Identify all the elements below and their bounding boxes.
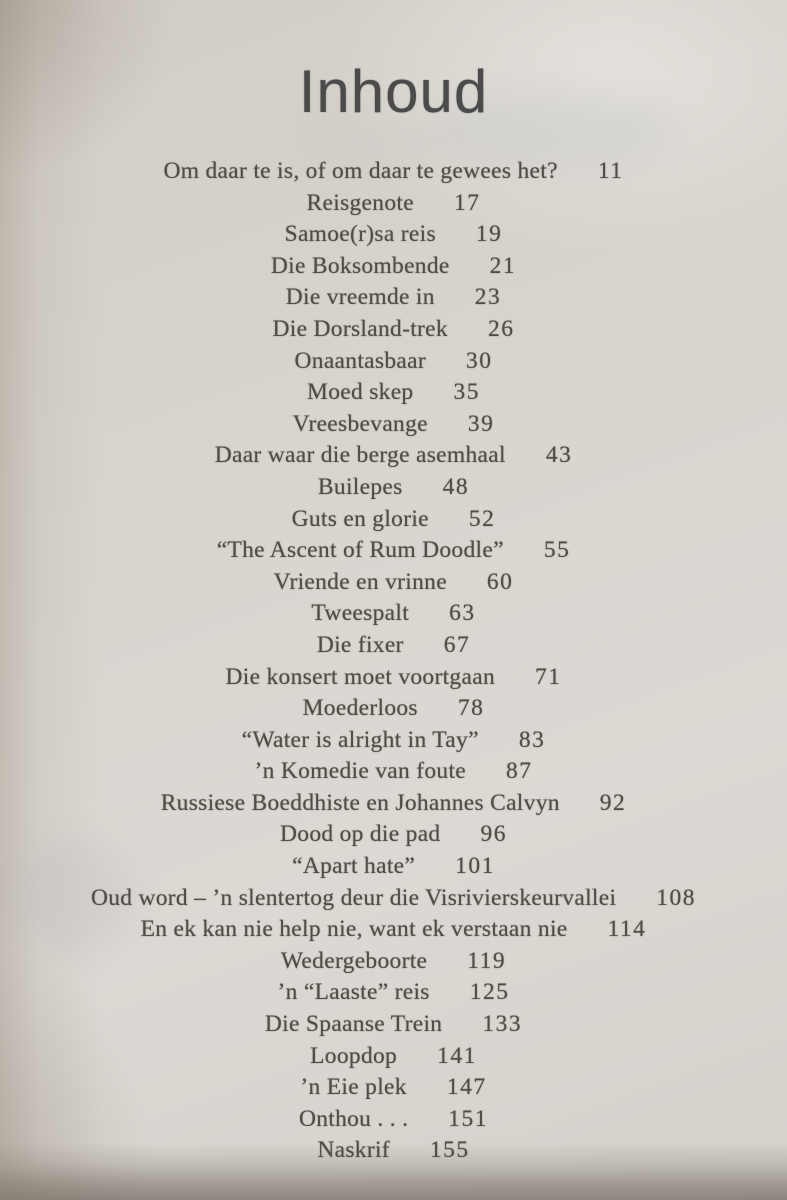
page-number: 119: [467, 947, 507, 974]
toc-entry: [0, 1106, 787, 1138]
page-number: 87: [506, 758, 533, 785]
chapter-title: Die Dorsland-trek: [272, 315, 448, 342]
page-number: 30: [465, 347, 493, 374]
chapter-title: “Apart hate”: [292, 853, 416, 880]
table-of-contents: [0, 158, 787, 1169]
toc-entry: [0, 1074, 787, 1106]
toc-entry: [0, 379, 787, 411]
page-number: 133: [482, 1011, 523, 1038]
chapter-title: Die vreemde in: [285, 284, 435, 311]
chapter-title: Die Spaanse Trein: [264, 1011, 443, 1038]
page-number: 35: [453, 379, 480, 406]
toc-entry: [0, 853, 787, 885]
page-number: 83: [518, 726, 546, 753]
toc-entry: [0, 1011, 787, 1043]
toc-entry: [0, 948, 787, 980]
page-number: 48: [442, 473, 470, 500]
toc-entry: [0, 537, 787, 569]
page-number: 151: [448, 1105, 489, 1132]
page-title: Inhoud: [298, 58, 489, 126]
page-number: 147: [446, 1074, 487, 1101]
toc-entry: [0, 979, 787, 1011]
page-number: 67: [443, 631, 471, 658]
chapter-title: Die Boksombende: [270, 252, 450, 279]
chapter-title: Builepes: [317, 473, 403, 500]
toc-entry: [0, 569, 787, 601]
chapter-title: Moed skep: [307, 379, 414, 406]
chapter-title: ’n “Laaste” reis: [277, 979, 430, 1006]
toc-entry: [0, 411, 787, 443]
chapter-title: Naskrif: [317, 1137, 390, 1164]
toc-entry: [0, 442, 787, 474]
page-number: 92: [599, 789, 627, 816]
page-number: 19: [475, 221, 503, 248]
chapter-title: Die fixer: [316, 631, 404, 658]
toc-entry: [0, 600, 787, 632]
chapter-title: Guts en glorie: [291, 505, 429, 532]
toc-entry: [0, 474, 787, 506]
toc-entry: [0, 1043, 787, 1075]
page-number: 125: [469, 979, 510, 1006]
page-number: 52: [468, 505, 496, 532]
toc-entry: [0, 727, 787, 759]
chapter-title: Samoe(r)sa reis: [284, 221, 436, 248]
toc-entry: [0, 158, 787, 190]
page-number: 101: [455, 853, 495, 880]
chapter-title: En ek kan nie help nie, want ek verstaan nie: [140, 916, 568, 943]
chapter-title: Daar waar die berge asemhaal: [214, 442, 506, 469]
toc-entry: [0, 1137, 787, 1169]
page-number: 60: [486, 568, 514, 595]
chapter-title: “Water is alright in Tay”: [241, 726, 479, 753]
page-number: 108: [656, 884, 697, 911]
chapter-title: Tweespalt: [311, 600, 410, 627]
page-number: 26: [487, 315, 515, 342]
chapter-title: Om daar te is, of om daar te gewees het?: [163, 158, 558, 184]
page-number: 43: [545, 442, 573, 469]
chapter-title: Russiese Boeddhiste en Johannes Calvyn: [160, 789, 560, 816]
chapter-title: Moederloos: [302, 695, 418, 722]
chapter-title: ’n Komedie van foute: [254, 758, 467, 785]
chapter-title: “The Ascent of Rum Doodle”: [216, 537, 504, 564]
toc-entry: [0, 821, 787, 853]
chapter-title: Loopdop: [310, 1042, 398, 1069]
toc-entry: [0, 190, 787, 222]
page-number: 23: [474, 284, 502, 311]
page-number: 21: [489, 252, 517, 279]
toc-entry: [0, 348, 787, 380]
toc-entry: [0, 316, 787, 348]
page-number: 96: [480, 821, 507, 848]
chapter-title: ’n Eie plek: [300, 1074, 407, 1101]
page-number: 17: [453, 189, 481, 216]
chapter-title: Dood op die pad: [280, 821, 441, 848]
chapter-title: Onthou . . .: [298, 1105, 409, 1132]
page-number: 63: [449, 600, 476, 627]
toc-entry: [0, 253, 787, 285]
chapter-title: Reisgenote: [306, 189, 414, 216]
toc-entry: [0, 916, 787, 948]
page-number: 11: [597, 158, 624, 184]
chapter-title: Onaantasbaar: [294, 347, 426, 374]
chapter-title: Wedergeboorte: [280, 947, 428, 974]
chapter-title: Vriende en vrinne: [273, 568, 447, 595]
toc-entry: [0, 506, 787, 538]
chapter-title: Oud word – ’n slentertog deur die Visrivierskeurvallei: [90, 884, 617, 911]
toc-entry: [0, 885, 787, 917]
toc-entry: [0, 695, 787, 727]
toc-entry: [0, 758, 787, 790]
page-number: 55: [543, 537, 571, 564]
page-number: 78: [457, 695, 485, 722]
page-number: 39: [467, 410, 495, 437]
toc-entry: [0, 664, 787, 696]
toc-entry: [0, 790, 787, 822]
chapter-title: Die konsert moet voortgaan: [225, 663, 495, 690]
page-number: 155: [429, 1137, 470, 1164]
toc-entry: [0, 284, 787, 316]
toc-entry: [0, 632, 787, 664]
toc-entry: [0, 221, 787, 253]
page-number: 141: [437, 1042, 477, 1069]
page-number: 114: [607, 916, 647, 943]
chapter-title: Vreesbevange: [292, 410, 428, 437]
page-number: 71: [535, 663, 562, 690]
